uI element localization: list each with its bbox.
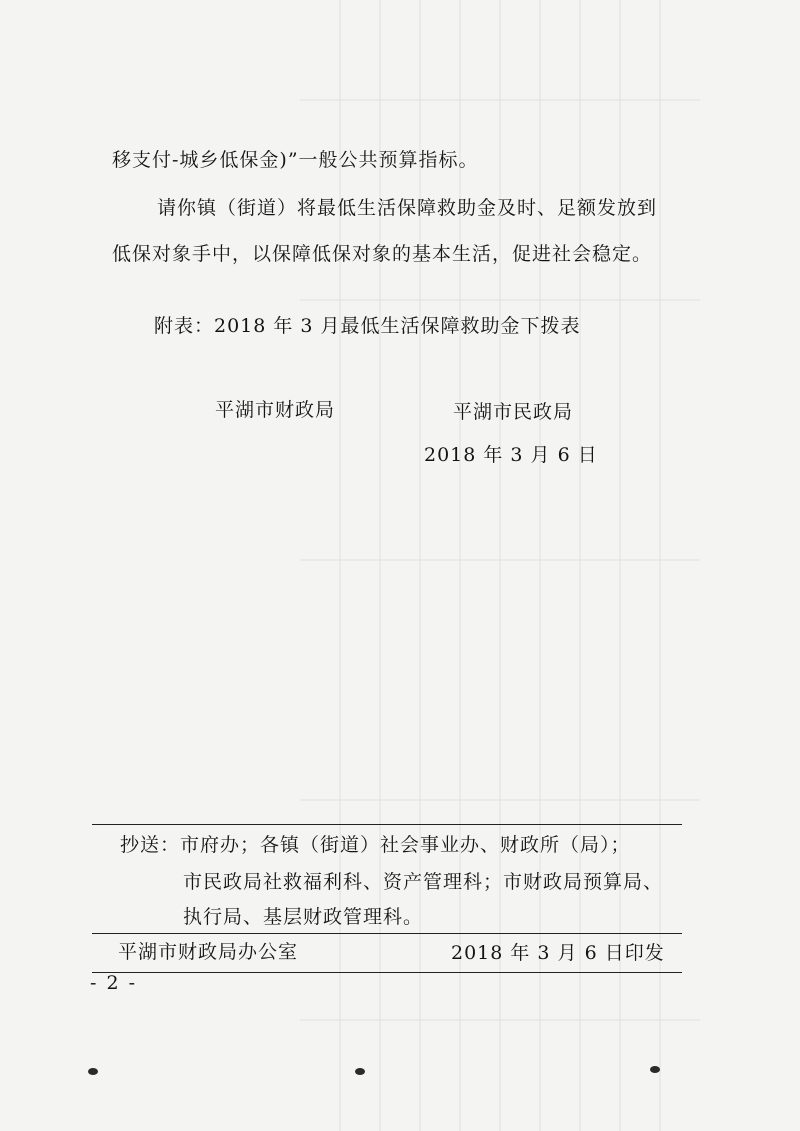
body-text-line-2: 请你镇（街道）将最低生活保障救助金及时、足额发放到 (157, 197, 658, 219)
signature-date: 2018 年 3 月 6 日 (424, 444, 598, 466)
distribution-line-2: 市民政局社救福利科、资产管理科；市财政局预算局、 (183, 871, 664, 893)
signature-finance-bureau: 平湖市财政局 (215, 399, 336, 421)
body-text-line-1: 移支付-城乡低保金)”一般公共预算指标。 (112, 149, 479, 171)
page-number: - 2 - (90, 972, 138, 994)
issuer-bottom-rule (92, 972, 682, 973)
distribution-bottom-rule (92, 933, 682, 934)
issue-date: 2018 年 3 月 6 日印发 (451, 942, 665, 964)
punch-hole-mark-center (355, 1068, 365, 1075)
issuing-office: 平湖市财政局办公室 (118, 941, 299, 963)
distribution-line-1: 抄送：市府办；各镇（街道）社会事业办、财政所（局）； (120, 834, 631, 856)
attachment-note: 附表：2018 年 3 月最低生活保障救助金下拨表 (154, 315, 581, 337)
punch-hole-mark-right (650, 1066, 660, 1073)
body-text-line-3: 低保对象手中，以保障低保对象的基本生活，促进社会稳定。 (112, 243, 653, 265)
punch-hole-mark-left (88, 1068, 98, 1075)
distribution-line-3: 执行局、基层财政管理科。 (183, 906, 424, 928)
distribution-top-rule (92, 824, 682, 825)
signature-civil-affairs-bureau: 平湖市民政局 (453, 401, 574, 423)
